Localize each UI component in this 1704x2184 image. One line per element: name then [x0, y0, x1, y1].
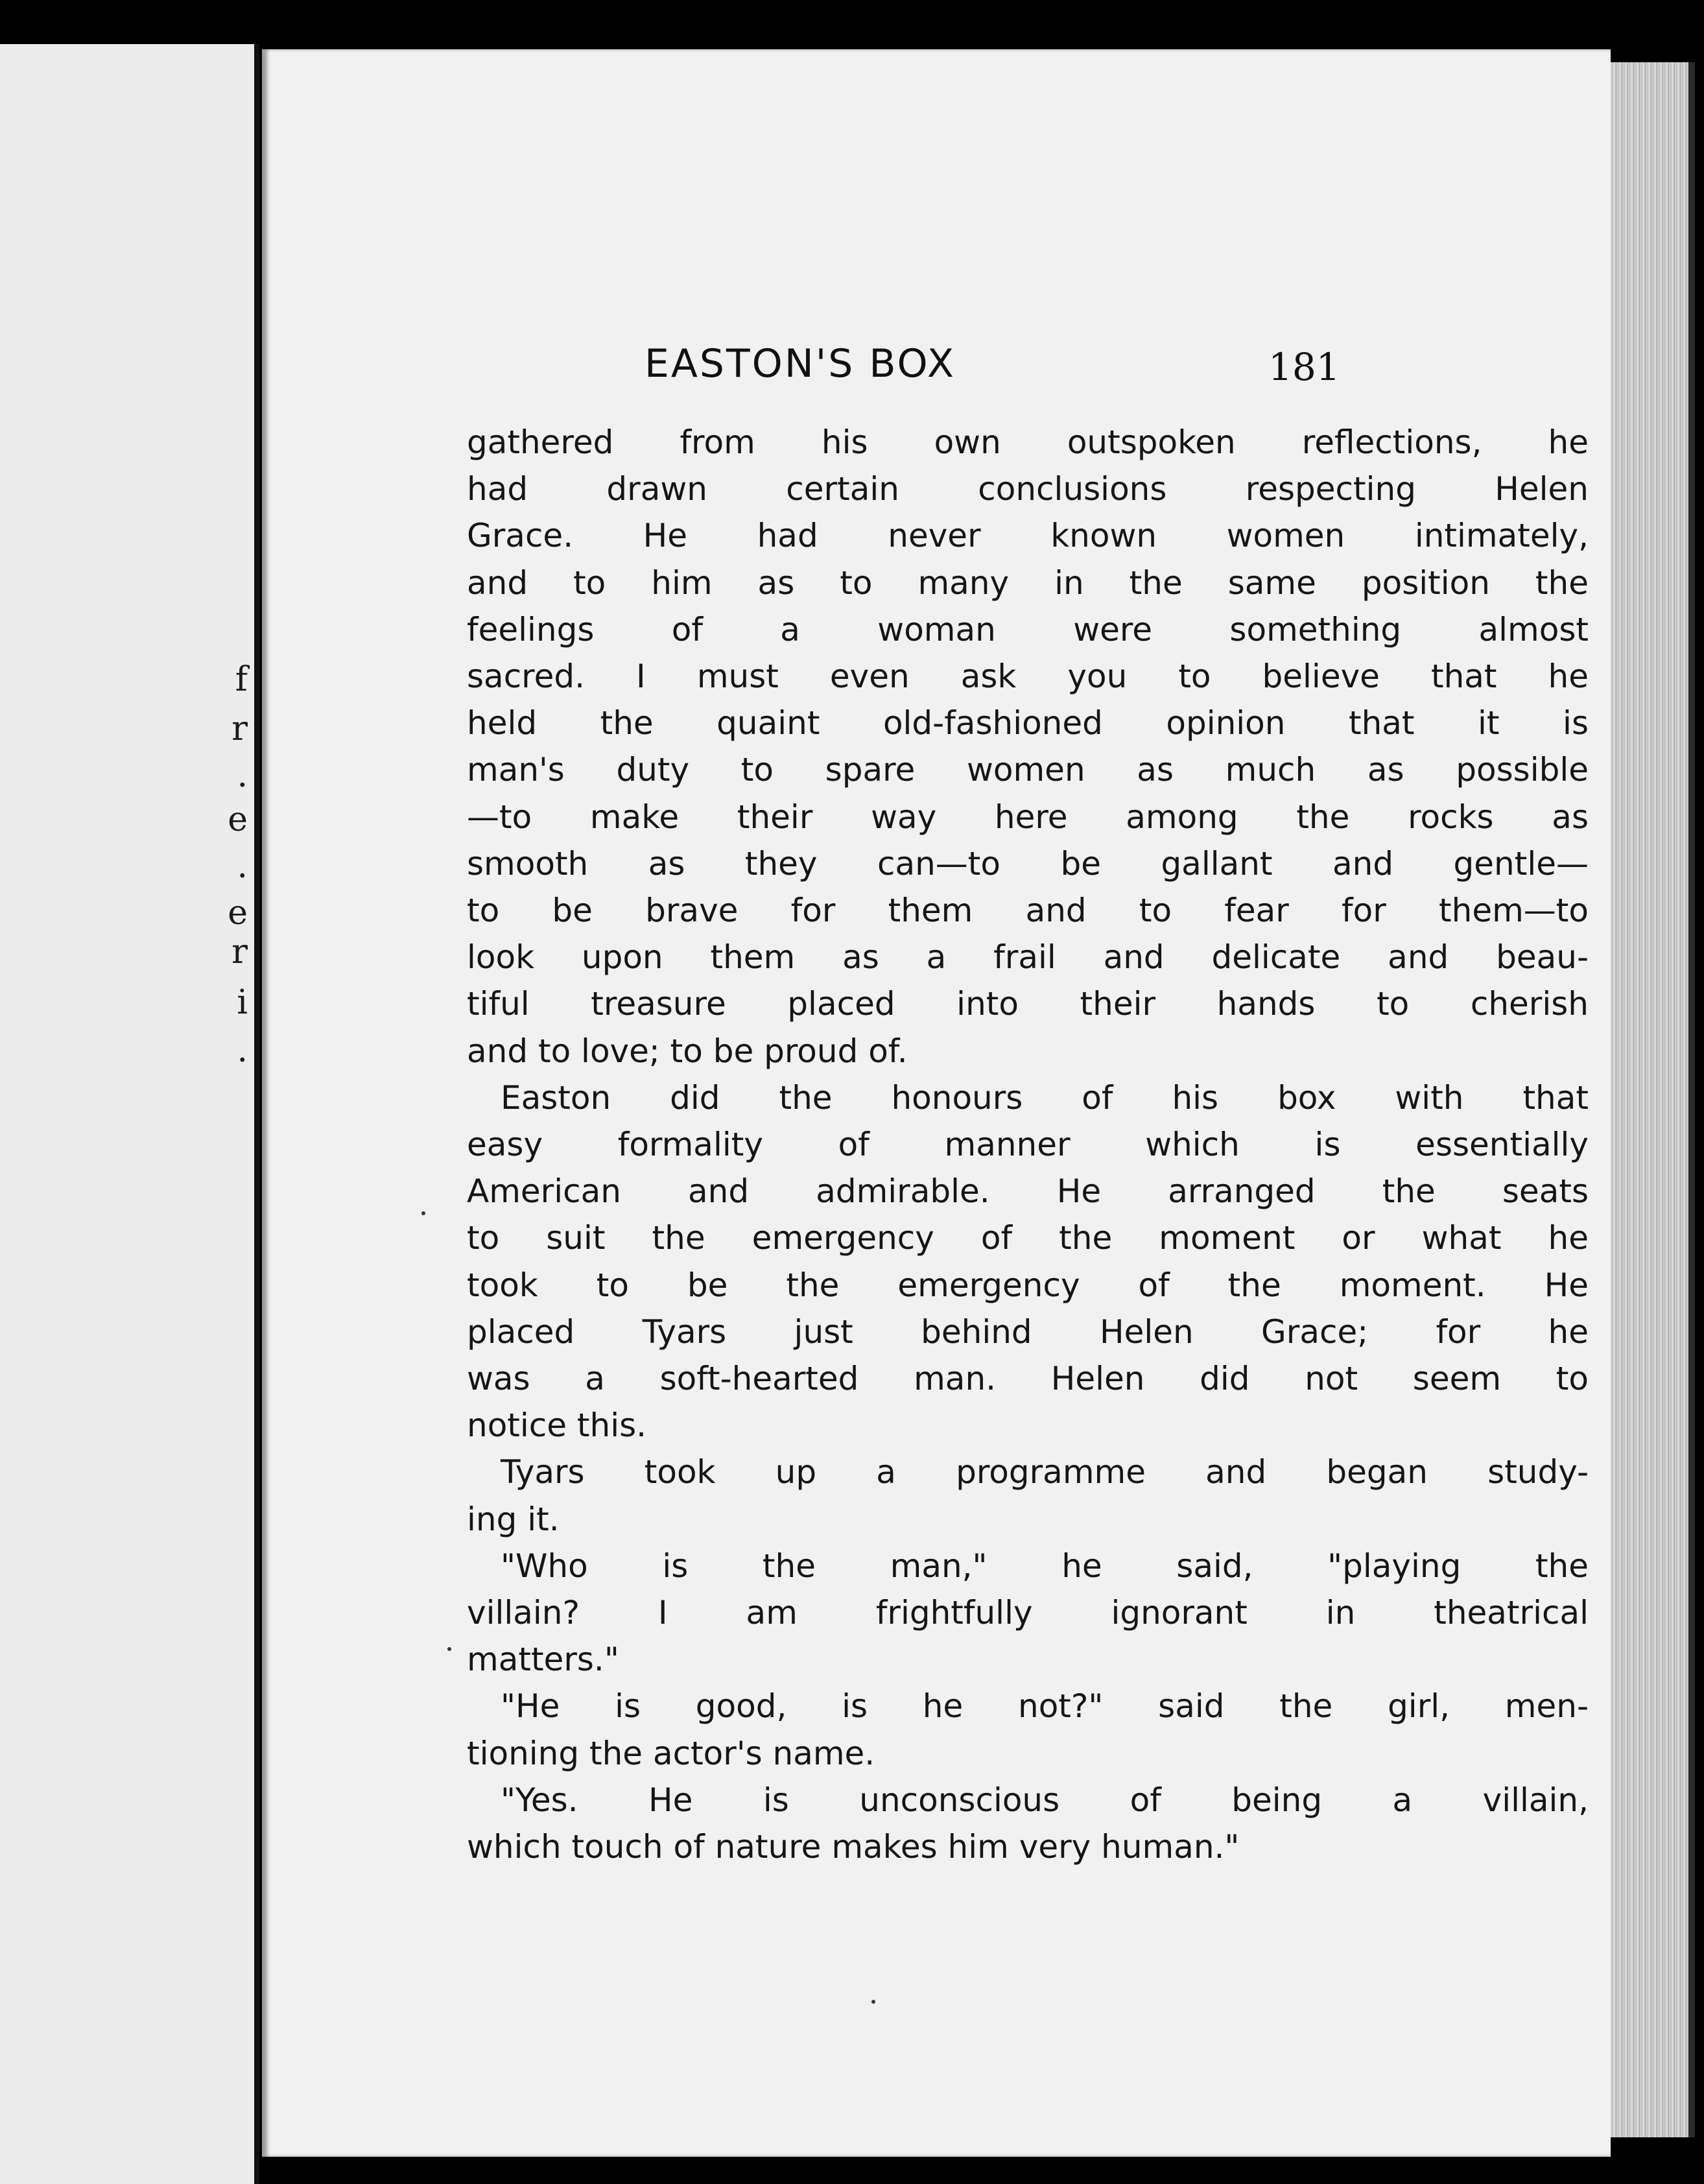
text-line: and to love; to be proud of.: [467, 1032, 908, 1070]
edge-letter: .: [237, 847, 248, 886]
edge-letter: r: [231, 709, 248, 748]
text-line: held the quaint old-fashioned opinion that it is: [467, 704, 1589, 742]
edge-letter: i: [237, 983, 248, 1022]
text-line: placed Tyars just behind Helen Grace; for he: [467, 1312, 1589, 1351]
page-stack-edge: [1611, 62, 1695, 2137]
text-line: ing it.: [467, 1500, 560, 1538]
text-line: was a soft-hearted man. Helen did not seem to: [467, 1360, 1589, 1398]
text-line: sacred. I must even ask you to believe that he: [467, 658, 1589, 696]
text-line: "Who is the man," he said, "playing the: [501, 1547, 1589, 1585]
edge-letter: .: [237, 756, 248, 795]
text-line: which touch of nature makes him very human.": [467, 1828, 1240, 1866]
left-facing-page: [0, 44, 259, 2184]
running-title: EASTON'S BOX: [644, 341, 956, 386]
edge-letter: f: [235, 660, 248, 699]
text-line: villain? I am frightfully ignorant in theatrical: [467, 1594, 1589, 1632]
text-line: tioning the actor's name.: [467, 1734, 875, 1772]
edge-letter: e: [228, 894, 248, 932]
text-line: look upon them as a frail and delicate and beau-: [467, 938, 1589, 977]
text-line: had drawn certain conclusions respecting Helen: [467, 470, 1589, 508]
paragraph: [467, 419, 1589, 1074]
text-line: "He is good, is he not?" said the girl, men-: [501, 1687, 1589, 1726]
text-line: man's duty to spare women as much as possible: [467, 751, 1589, 789]
text-line: to suit the emergency of the moment or what he: [467, 1219, 1589, 1257]
text-line: matters.": [467, 1641, 619, 1679]
speck: [871, 2000, 875, 2004]
paragraph: [467, 1777, 1589, 1870]
text-line: notice this.: [467, 1407, 647, 1445]
text-line: feelings of a woman were something almost: [467, 610, 1589, 648]
paragraph: [467, 1683, 1589, 1776]
text-line: tiful treasure placed into their hands to cherish: [467, 985, 1589, 1023]
speck: [421, 1211, 425, 1215]
book-page: [262, 49, 1611, 2157]
speck: [447, 1647, 451, 1651]
paragraph: [467, 1449, 1589, 1542]
edge-letter: e: [228, 800, 248, 839]
text-line: "Yes. He is unconscious of being a villain,: [501, 1781, 1589, 1819]
page-number: 181: [1268, 345, 1340, 389]
text-line: —to make their way here among the rocks as: [467, 798, 1589, 836]
edge-letter: .: [237, 1031, 248, 1070]
paragraph: [467, 1543, 1589, 1683]
text-line: Tyars took up a programme and began study-: [501, 1453, 1589, 1491]
text-line: American and admirable. He arranged the seats: [467, 1172, 1589, 1211]
paragraph: [467, 1074, 1589, 1449]
text-line: easy formality of manner which is essentially: [467, 1126, 1589, 1164]
text-line: took to be the emergency of the moment. He: [467, 1266, 1589, 1304]
text-line: to be brave for them and to fear for them—to: [467, 892, 1589, 930]
body-text: [467, 419, 1589, 1870]
text-line: gathered from his own outspoken reflections, he: [467, 423, 1589, 461]
edge-letter: r: [231, 932, 248, 971]
text-line: and to him as to many in the same position the: [467, 564, 1589, 602]
text-line: smooth as they can—to be gallant and gentle—: [467, 844, 1589, 883]
text-line: Easton did the honours of his box with that: [501, 1078, 1589, 1117]
text-line: Grace. He had never known women intimately,: [467, 517, 1589, 555]
